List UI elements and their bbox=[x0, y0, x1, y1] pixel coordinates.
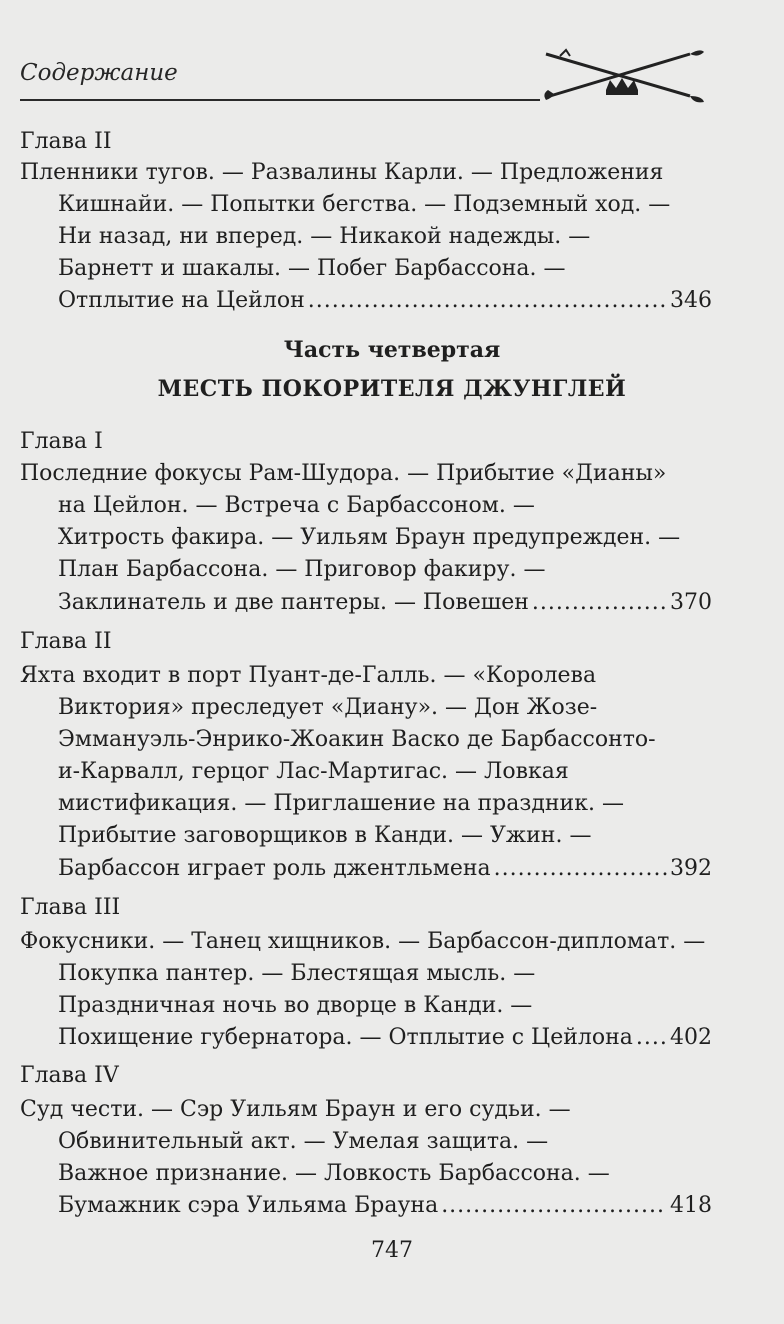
leader-dots bbox=[532, 587, 667, 619]
toc-line: Пленники тугов. — Развалины Карли. — Предложения bbox=[20, 160, 664, 185]
toc-line: на Цейлон. — Встреча с Барбассоном. — bbox=[58, 493, 535, 518]
toc-line: План Барбассона. — Приговор факиру. — bbox=[58, 557, 546, 582]
folio-page-number: 747 bbox=[371, 1238, 413, 1263]
toc-line: Прибытие заговорщиков в Канди. — Ужин. — bbox=[58, 823, 592, 848]
toc-line: Важное признание. — Ловкость Барбассона. — bbox=[58, 1161, 610, 1186]
chapter-heading: Глава III bbox=[20, 895, 121, 920]
toc-line: Ни назад, ни вперед. — Никакой надежды. — bbox=[58, 224, 591, 249]
header-rule bbox=[20, 99, 540, 101]
toc-line: Виктория» преследует «Диану». — Дон Жозе- bbox=[58, 695, 598, 720]
toc-line: Отплытие на Цейлон bbox=[58, 288, 305, 313]
page-number: 392 bbox=[670, 856, 712, 881]
leader-dots bbox=[494, 853, 667, 885]
chapter-heading: Глава II bbox=[20, 129, 112, 154]
chapter-heading: Глава IV bbox=[20, 1063, 119, 1088]
crossed-sabres-crown-icon bbox=[540, 44, 710, 106]
toc-line: Праздничная ночь во дворце в Канди. — bbox=[58, 993, 533, 1018]
toc-entry bbox=[58, 1022, 712, 1054]
toc-line: Обвинительный акт. — Умелая защита. — bbox=[58, 1129, 549, 1154]
toc-line: Хитрость факира. — Уильям Браун предупрежден. — bbox=[58, 525, 681, 550]
page-number: 346 bbox=[670, 288, 712, 313]
chapter-heading: Глава II bbox=[20, 629, 112, 654]
toc-line: Покупка пантер. — Блестящая мысль. — bbox=[58, 961, 536, 986]
leader-dots bbox=[636, 1022, 667, 1054]
toc-line: Заклинатель и две пантеры. — Повешен bbox=[58, 590, 529, 615]
chapter-heading: Глава I bbox=[20, 429, 103, 454]
toc-line: Фокусники. — Танец хищников. — Барбассон-дипломат. — bbox=[20, 929, 706, 954]
toc-line: Барнетт и шакалы. — Побег Барбассона. — bbox=[58, 256, 566, 281]
toc-line: Кишнайи. — Попытки бегства. — Подземный ход. — bbox=[58, 192, 671, 217]
toc-line: и-Карвалл, герцог Лас-Мартигас. — Ловкая bbox=[58, 759, 569, 784]
running-head: Содержание bbox=[20, 60, 178, 86]
part-label: Часть четвертая bbox=[283, 337, 501, 363]
page-number: 402 bbox=[670, 1025, 712, 1050]
page-number: 370 bbox=[670, 590, 712, 615]
page-number: 418 bbox=[670, 1193, 712, 1218]
toc-entry bbox=[58, 1190, 712, 1222]
toc-line: Бумажник сэра Уильяма Брауна bbox=[58, 1193, 439, 1218]
leader-dots bbox=[441, 1190, 667, 1222]
part-title: МЕСТЬ ПОКОРИТЕЛЯ ДЖУНГЛЕЙ bbox=[157, 376, 627, 402]
toc-line: Похищение губернатора. — Отплытие с Цейлона bbox=[58, 1025, 633, 1050]
toc-line: Барбассон играет роль джентльмена bbox=[58, 856, 491, 881]
toc-line: Суд чести. — Сэр Уильям Браун и его судьи. — bbox=[20, 1097, 571, 1122]
toc-entry bbox=[58, 853, 712, 885]
toc-entry bbox=[58, 285, 712, 317]
toc-line: Яхта входит в порт Пуант-де-Галль. — «Королева bbox=[20, 663, 597, 688]
toc-line: Эммануэль-Энрико-Жоакин Васко де Барбассонто- bbox=[58, 727, 656, 752]
toc-entry bbox=[58, 587, 712, 619]
leader-dots bbox=[308, 285, 667, 317]
toc-line: мистификация. — Приглашение на праздник. — bbox=[58, 791, 624, 816]
toc-line: Последние фокусы Рам-Шудора. — Прибытие «Дианы» bbox=[20, 461, 667, 486]
